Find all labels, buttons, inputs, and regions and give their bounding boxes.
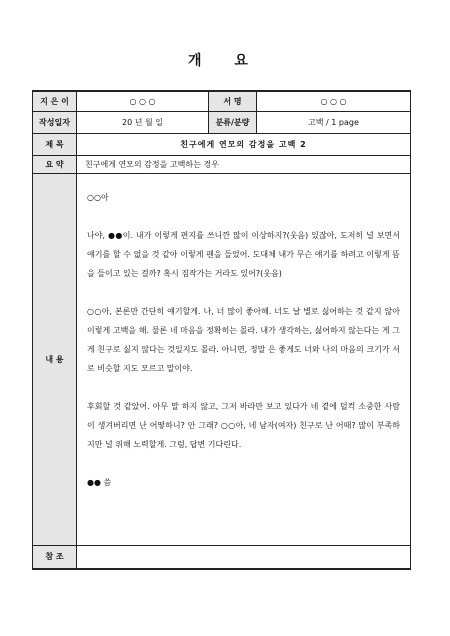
subject-value: 친구에게 연모의 감정을 고백 2 xyxy=(77,133,411,155)
signature-value: ○ ○ ○ xyxy=(257,91,411,111)
subject-label: 제 목 xyxy=(33,133,77,155)
content-label: 내 용 xyxy=(33,173,77,545)
content-row xyxy=(33,173,411,545)
subject-row xyxy=(33,133,411,155)
letter-body xyxy=(77,173,411,545)
reference-value xyxy=(77,545,411,569)
date-value: 20 년 월 일 xyxy=(77,111,209,133)
author-label: 지 은 이 xyxy=(33,91,77,111)
summary-label: 요 약 xyxy=(33,155,77,173)
category-label: 분류/분량 xyxy=(209,111,257,133)
author-row xyxy=(33,91,411,111)
reference-label: 참 조 xyxy=(33,545,77,569)
letter-paragraph-2: ○○아, 본론만 간단히 얘기할게. 나, 너 많이 좋아해. 너도 날 별로 싫어하는 것 같지 않아 이렇게 고백을 해. 물론 네 마음을 정확히는 몰라. 내가 생각하는, 싫어하지 않는다는 게 그게 친구로 싫지 않다는 것일지도 몰라. 아니면, 정말 은 좋게도 너와 나의 마음의 크기가 서로 비슷할 지도 모르고 말이야. xyxy=(87,306,400,373)
author-value: ○ ○ ○ xyxy=(77,91,209,111)
category-value: 고백 / 1 page xyxy=(257,111,411,133)
letter-greeting: ○○아 xyxy=(87,192,109,202)
letter-paragraph-1: 나야, ●●이. 내가 이렇게 편지를 쓰니깐 많이 이상하지?(웃음) 있잖아, 도저히 널 보면서 얘기를 할 수 없을 것 같아 이렇게 펜을 들었어. 도대체 내가 무슨 얘기를 하려고 이렇게 뜸을 들이고 있는 걸까? 혹시 짐작가는 거라도 있어?(웃음) xyxy=(87,230,400,278)
summary-row xyxy=(33,155,411,173)
overview-table xyxy=(32,90,411,570)
summary-value: 친구에게 연모의 감정을 고백하는 경우 xyxy=(77,155,411,173)
date-label: 작성일자 xyxy=(33,111,77,133)
letter-paragraph-3: 후회할 것 같았어. 아무 말 하지 않고, 그저 바라만 보고 있다가 네 곁에 덜컥 소중한 사람이 생겨버리면 난 어떻하니? 안 그래? ○○아, 네 남자(여자) 친구로 난 어때? 많이 부족하지만 널 위해 노력할게. 그럼, 답변 기다린다. xyxy=(87,401,400,449)
reference-row xyxy=(33,545,411,569)
page-title: 개 요 xyxy=(188,53,262,69)
letter-closing: ●● 씀 xyxy=(87,477,112,487)
date-row xyxy=(33,111,411,133)
signature-label: 서 명 xyxy=(209,91,257,111)
